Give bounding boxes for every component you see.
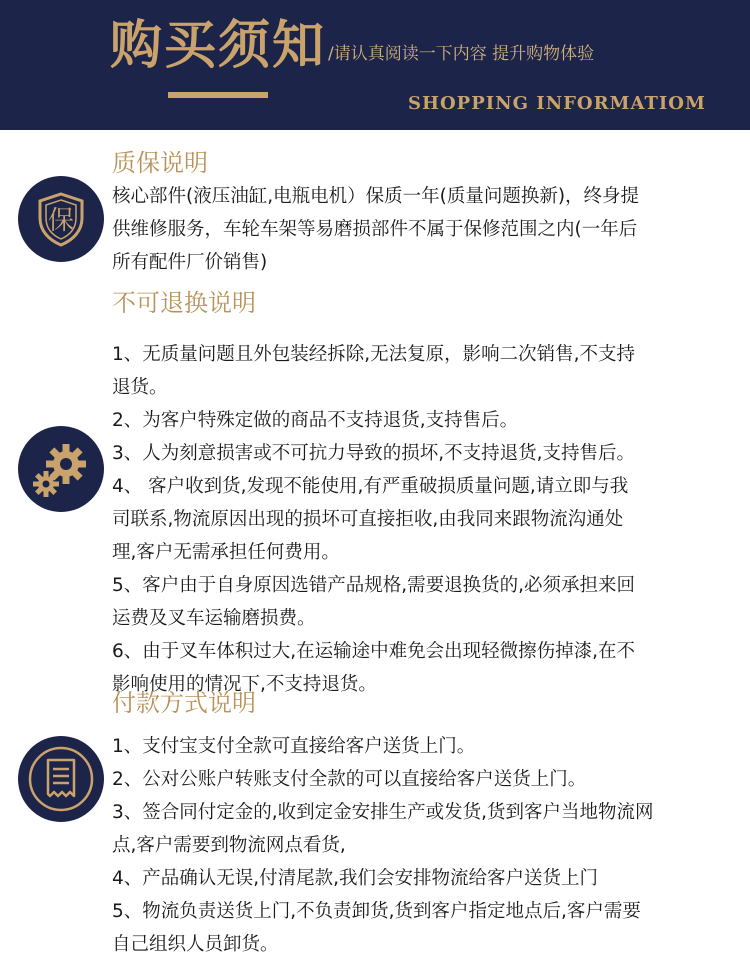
warranty-text <box>112 180 732 279</box>
payment-line: 点,客户需要到物流网点看货, <box>112 835 346 856</box>
payment-line: 1、支付宝支付全款可直接给客户送货上门。 <box>112 736 476 757</box>
shield-icon <box>18 176 104 262</box>
payment-title: 付款方式说明 <box>112 689 256 717</box>
returns-line: 4、 客户收到货,发现不能使用,有严重破损质量问题,请立即与我 <box>112 476 629 497</box>
returns-line: 2、为客户特殊定做的商品不支持退货,支持售后。 <box>112 410 519 431</box>
warranty-line: 供维修服务，车轮车架等易磨损部件不属于保修范围之内(一年后 <box>112 219 638 240</box>
returns-text <box>112 338 732 701</box>
payment-line: 3、签合同付定金的,收到定金安排生产或发货,货到客户当地物流网 <box>112 802 654 823</box>
returns-line: 影响使用的情况下,不支持退货。 <box>112 674 377 695</box>
payment-text <box>112 730 732 961</box>
warranty-line: 核心部件(液压油缸,电瓶电机）保质一年(质量问题换新)，终身提 <box>112 186 640 207</box>
returns-line: 3、人为刻意损害或不可抗力导致的损坏,不支持退货,支持售后。 <box>112 443 636 464</box>
warranty-title: 质保说明 <box>112 149 208 177</box>
gears-icon <box>18 426 104 512</box>
payment-line: 自己组织人员卸货。 <box>112 934 279 955</box>
receipt-icon <box>18 736 104 822</box>
shield-glyph: 保 <box>47 206 75 236</box>
returns-line: 理,客户无需承担任何费用。 <box>112 542 340 563</box>
payment-line: 2、公对公账户转账支付全款的可以直接给客户送货上门。 <box>112 769 587 790</box>
returns-line: 1、无质量问题且外包装经拆除,无法复原，影响二次销售,不支持 <box>112 344 636 365</box>
header-banner <box>0 0 750 130</box>
returns-line: 退货。 <box>112 377 168 398</box>
page-title: 购买须知 <box>110 15 327 76</box>
payment-line: 5、物流负责送货上门,不负责卸货,货到客户指定地点后,客户需要 <box>112 901 641 922</box>
returns-line: 司联系,物流原因出现的损坏可直接拒收,由我同来跟物流沟通处 <box>112 509 624 530</box>
returns-title: 不可退换说明 <box>112 289 256 317</box>
banner-divider <box>168 92 268 98</box>
returns-line: 6、由于叉车体积过大,在运输途中难免会出现轻微擦伤掉漆,在不 <box>112 641 636 662</box>
payment-line: 4、产品确认无误,付清尾款,我们会安排物流给客户送货上门 <box>112 868 599 889</box>
banner-slogan: /请认真阅读一下内容 提升购物体验 <box>328 44 595 64</box>
returns-line: 运费及叉车运输磨损费。 <box>112 608 316 629</box>
returns-line: 5、客户由于自身原因选错产品规格,需要退换货的,必须承担来回 <box>112 575 636 596</box>
warranty-line: 所有配件厂价销售) <box>112 252 268 273</box>
banner-subtitle: SHOPPING INFORMATIOM <box>408 93 706 114</box>
